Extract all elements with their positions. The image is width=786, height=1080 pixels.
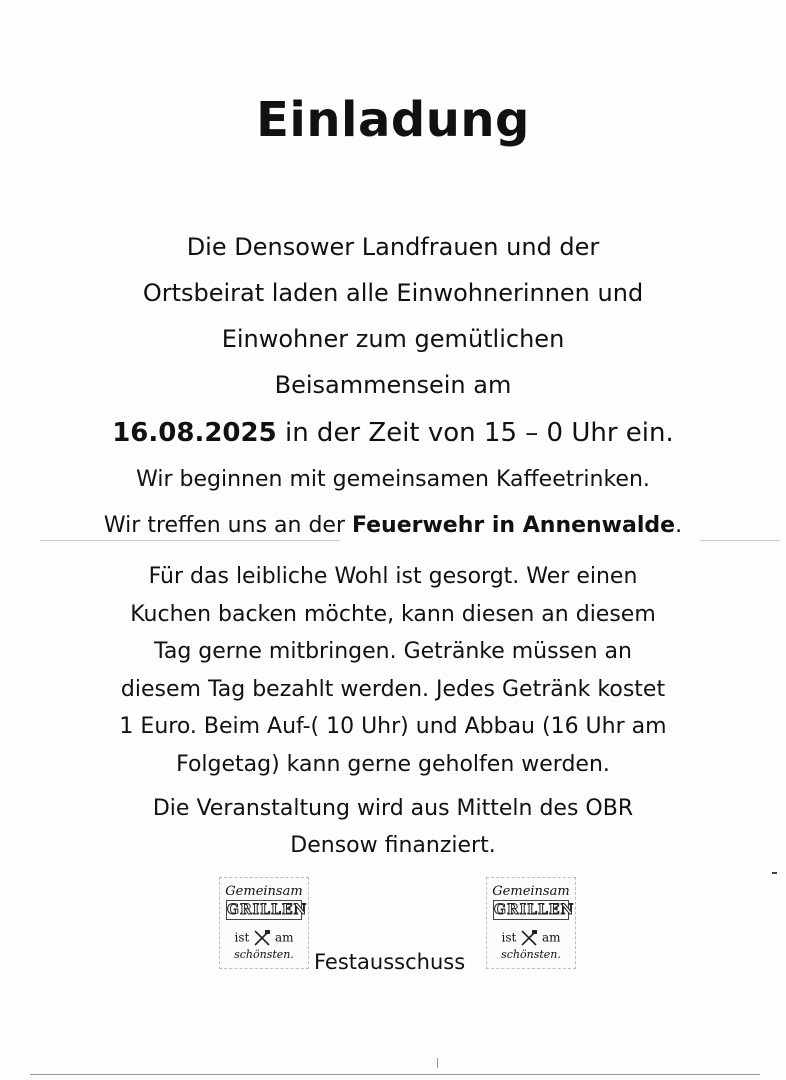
intro-line: Einwohner zum gemütlichen <box>221 325 565 353</box>
signature-festausschuss: Festausschuss <box>314 950 466 974</box>
scan-artifact-line <box>40 540 340 541</box>
meeting-line <box>0 508 786 544</box>
meeting-place: Feuerwehr in Annenwalde <box>351 513 676 538</box>
catering-line: Kuchen backen möchte, kann diesen an diesem <box>130 601 656 627</box>
scan-speck <box>437 1058 438 1068</box>
logo-text-grillen: GRILLEN <box>227 902 308 918</box>
logo-text-gemeinsam: Gemeinsam <box>225 884 303 899</box>
logo-text-gemeinsam: Gemeinsam <box>492 884 570 899</box>
logo-text-ist: ist <box>234 930 250 945</box>
logo-text-schoensten: schönsten. <box>501 948 561 961</box>
logo-text-line <box>220 930 308 946</box>
grill-tools-icon <box>520 930 538 946</box>
intro-line: Ortsbeirat laden alle Einwohnerinnen und <box>142 279 644 307</box>
date-line <box>0 410 786 456</box>
meeting-prefix: Wir treffen uns an der <box>103 513 352 538</box>
catering-paragraph <box>70 558 716 783</box>
catering-line: Für das leibliche Wohl ist gesorgt. Wer einen <box>148 564 638 589</box>
meeting-suffix: . <box>675 513 683 538</box>
financing-line: Densow finanziert. <box>290 833 496 858</box>
event-time: in der Zeit von 15 – 0 Uhr ein. <box>276 418 674 448</box>
grill-logo-left <box>219 877 309 969</box>
intro-line: Beisammensein am <box>274 371 512 399</box>
intro-line: Die Densower Landfrauen und der <box>186 233 600 261</box>
logo-text-schoensten: schönsten. <box>234 948 294 961</box>
logo-text-am: am <box>274 930 294 945</box>
financing-line: Die Veranstaltung wird aus Mitteln des OBR <box>152 796 634 821</box>
logo-text-grillen: GRILLEN <box>494 902 575 918</box>
catering-line: Tag gerne mitbringen. Getränke müssen an <box>154 639 632 664</box>
catering-line: Folgetag) kann gerne geholfen werden. <box>176 751 610 777</box>
scan-artifact-line <box>700 540 780 541</box>
catering-line: diesem Tag bezahlt werden. Jedes Getränk kostet <box>120 676 666 702</box>
page-title: Einladung <box>256 92 530 148</box>
grill-logo-right <box>486 877 576 969</box>
logo-text-ist: ist <box>501 930 517 945</box>
catering-line: 1 Euro. Beim Auf-( 10 Uhr) und Abbau (16 Uhr am <box>119 714 667 739</box>
start-line: Wir beginnen mit gemeinsamen Kaffeetrinken. <box>136 467 650 492</box>
scan-artifact-line <box>30 1074 760 1075</box>
scan-speck <box>772 872 777 874</box>
grill-tools-icon <box>253 930 271 946</box>
logo-text-am: am <box>541 930 561 945</box>
intro-paragraph <box>40 224 746 408</box>
logo-text-line <box>487 930 575 946</box>
financing-paragraph <box>70 790 716 864</box>
event-date: 16.08.2025 <box>112 418 277 448</box>
